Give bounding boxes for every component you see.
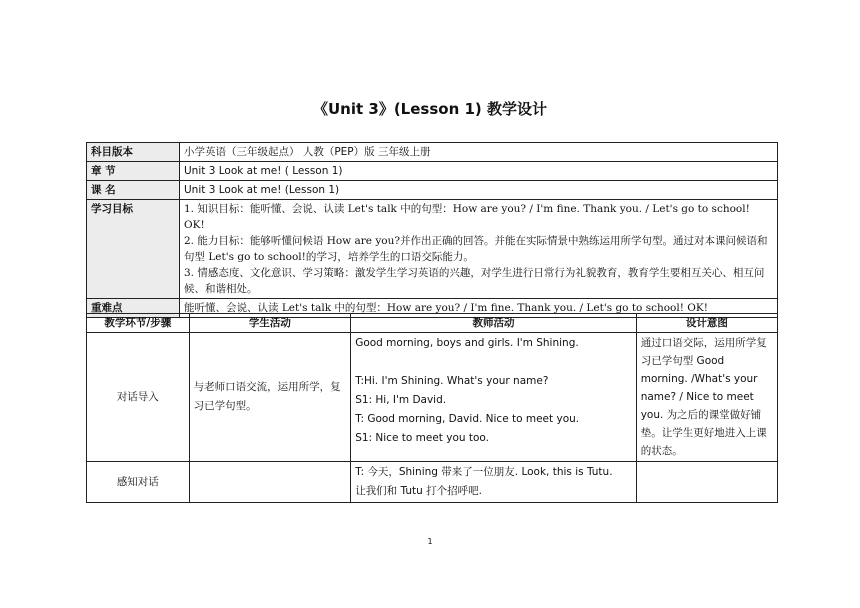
goal-item: 1. 知识目标：能听懂、会说、认读 Let's talk 中的句型：How are you? / I'm fine. Thank you. / Let's go to school! OK! xyxy=(184,203,750,231)
column-header: 教学环节/步骤 xyxy=(87,314,190,333)
dialogue-line: S1: Hi, I'm David. xyxy=(355,394,447,406)
key-label: 重难点 xyxy=(87,299,180,318)
column-header: 教师活动 xyxy=(351,314,637,333)
teacher-activity-cell xyxy=(351,462,637,503)
goal-item: 3. 情感态度、文化意识、学习策略：激发学生学习英语的兴趣，对学生进行日常行为礼貌教育，教育学生要相互关心、相互问候、和谐相处。 xyxy=(184,267,765,295)
goals-cell xyxy=(180,200,778,299)
dialogue-line: 让我们和 Tutu 打个招呼吧. xyxy=(355,485,482,497)
stage-cell: 对话导入 xyxy=(87,333,190,462)
key-value: 能听懂、会说、认读 Let's talk 中的句型：How are you? / I'm fine. Thank you. / Let's go to school! OK! xyxy=(180,299,778,318)
info-label: 科目版本 xyxy=(87,143,180,162)
info-value: Unit 3 Look at me! ( Lesson 1) xyxy=(180,162,778,181)
design-intent-cell: 通过口语交际，运用所学复习已学句型 Good morning. /What's your name? / Nice to meet you. 为之后的课堂做好铺垫。让学生更好地进入上课的状态。 xyxy=(636,333,777,462)
goal-item: 2. 能力目标：能够听懂问候语 How are you?并作出正确的回答。并能在实际情景中熟练运用所学句型。通过对本课问候语和句型 Let's go to school!的学习，培养学生的口语交际能力。 xyxy=(184,235,768,263)
spacer xyxy=(355,353,632,372)
table-row xyxy=(87,143,778,162)
dialogue-line: T: Good morning, David. Nice to meet you. xyxy=(355,413,580,425)
table-header-row xyxy=(87,314,778,333)
info-label: 课 名 xyxy=(87,181,180,200)
info-label: 章 节 xyxy=(87,162,180,181)
dialogue-line: S1: Nice to meet you too. xyxy=(355,432,489,444)
info-value: Unit 3 Look at me! (Lesson 1) xyxy=(180,181,778,200)
dialogue-line: T: 今天，Shining 带来了一位朋友. Look, this is Tutu. xyxy=(355,466,613,478)
column-header: 设计意图 xyxy=(636,314,777,333)
table-row xyxy=(87,181,778,200)
table-row xyxy=(87,162,778,181)
info-value: 小学英语（三年级起点） 人教（PEP）版 三年级上册 xyxy=(180,143,778,162)
document-title: 《Unit 3》(Lesson 1) 教学设计 xyxy=(313,100,547,118)
design-intent-cell xyxy=(636,462,777,503)
table-row xyxy=(87,333,778,462)
teacher-activity-cell xyxy=(351,333,637,462)
dialogue-line: Good morning, boys and girls. I'm Shining. xyxy=(355,337,579,349)
student-activity-cell: 与老师口语交流，运用所学，复习已学句型。 xyxy=(189,333,351,462)
table-row xyxy=(87,462,778,503)
stage-cell: 感知对话 xyxy=(87,462,190,503)
student-activity-cell xyxy=(189,462,351,503)
dialogue-line: T:Hi. I'm Shining. What's your name? xyxy=(355,375,549,387)
goals-label: 学习目标 xyxy=(87,200,180,299)
page-number: 1 xyxy=(427,537,433,546)
course-info-table xyxy=(86,142,778,318)
column-header: 学生活动 xyxy=(189,314,351,333)
table-row xyxy=(87,200,778,299)
lesson-plan-table xyxy=(86,313,778,503)
